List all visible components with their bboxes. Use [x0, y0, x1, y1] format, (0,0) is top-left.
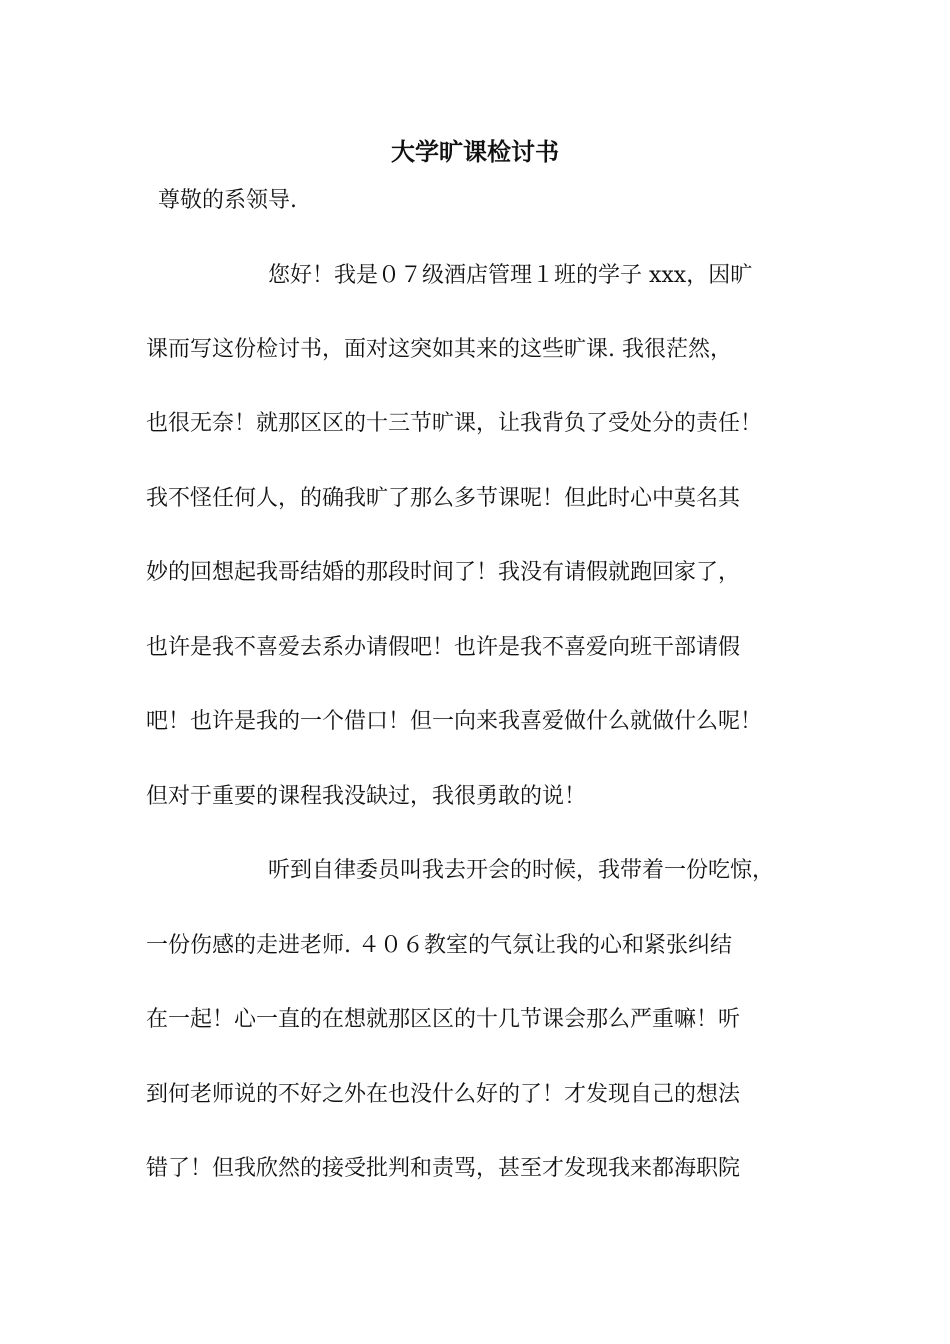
paragraph-line: 也许是我不喜爱去系办请假吧！也许是我不喜爱向班干部请假 [146, 635, 741, 660]
document-title: 大学旷课检讨书 [391, 138, 559, 166]
paragraph-line: 您好！我是０７级酒店管理１班的学子 xxx，因旷 [268, 263, 753, 288]
paragraph-line: 课而写这份检讨书，面对这突如其来的这些旷课. 我很茫然， [146, 337, 732, 362]
paragraph-line: 错了！但我欣然的接受批判和责骂，甚至才发现我来都海职院 [146, 1156, 741, 1181]
paragraph-line: 到何老师说的不好之外在也没什么好的了！才发现自己的想法 [146, 1082, 741, 1107]
paragraph-line: 在一起！心一直的在想就那区区的十几节课会那么严重嘛！听 [146, 1007, 741, 1032]
paragraph-line: 我不怪任何人，的确我旷了那么多节课呢！但此时心中莫名其 [146, 486, 741, 511]
paragraph-line: 吧！也许是我的一个借口！但一向来我喜爱做什么就做什么呢！ [146, 709, 763, 734]
paragraph-line: 妙的回想起我哥结婚的那段时间了！我没有请假就跑回家了， [146, 560, 741, 585]
paragraph-line: 但对于重要的课程我没缺过，我很勇敢的说！ [146, 784, 587, 809]
salutation: 尊敬的系领导. [158, 188, 297, 213]
paragraph-line: 也很无奈！就那区区的十三节旷课，让我背负了受处分的责任！ [146, 411, 763, 436]
paragraph-line: 一份伤感的走进老师. ４０６教室的气氛让我的心和紧张纠结 [146, 933, 732, 958]
paragraph-line: 听到自律委员叫我去开会的时候，我带着一份吃惊， [268, 858, 775, 883]
